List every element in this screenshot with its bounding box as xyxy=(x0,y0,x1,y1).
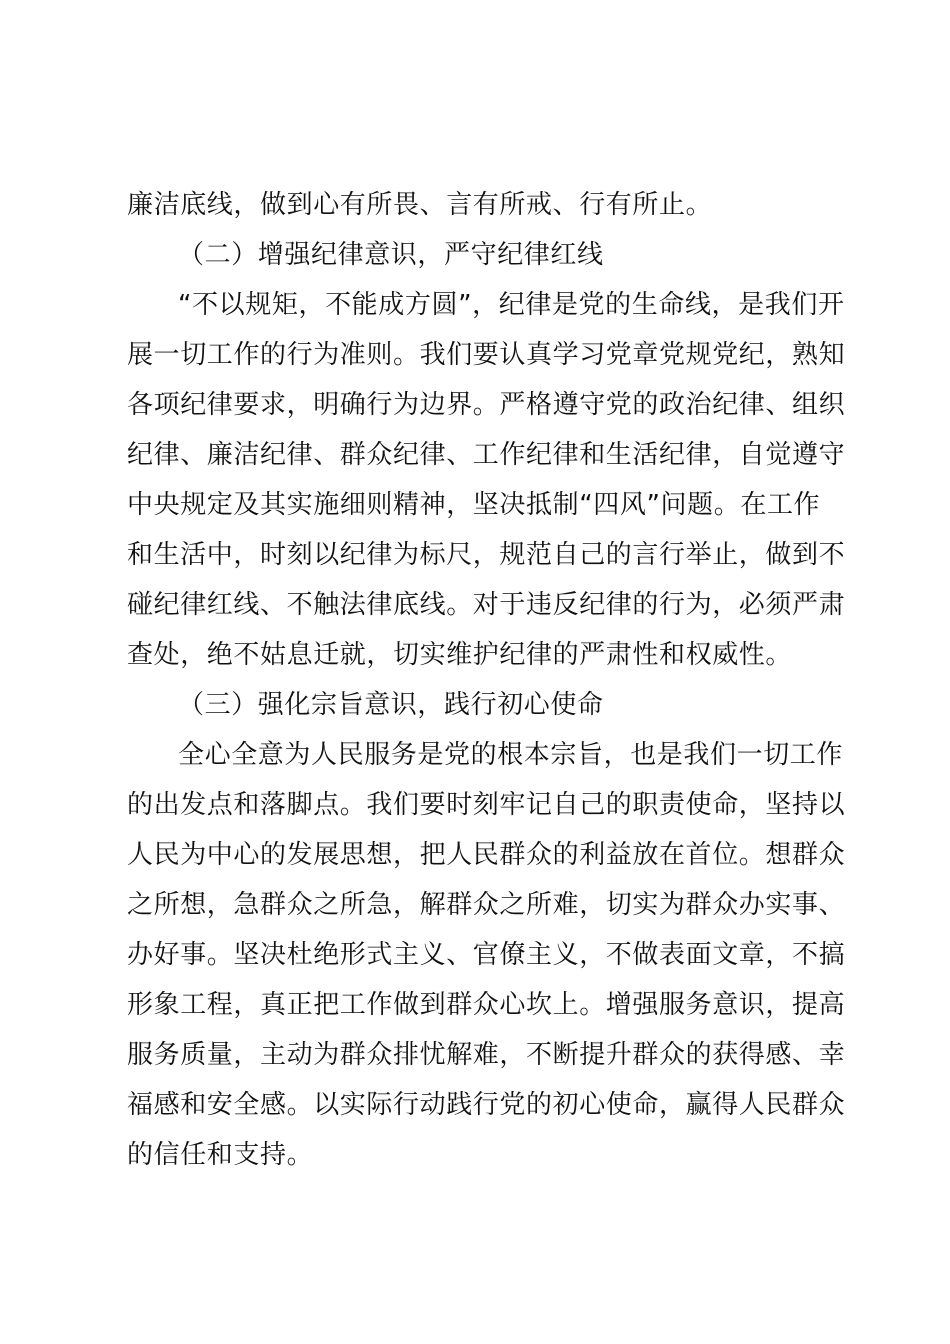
paragraph-line: 查处，绝不姑息迁就，切实维护纪律的严肃性和权威性。 xyxy=(127,640,793,670)
paragraph-line: 之所想，急群众之所急，解群众之所难，切实为群众办实事、 xyxy=(127,890,846,920)
section-heading-3: （三）强化宗旨意识，践行初心使命 xyxy=(178,690,604,720)
paragraph-line: 的信任和支持。 xyxy=(127,1140,314,1170)
paragraph-line: 中央规定及其实施细则精神，坚决抵制“四风”问题。在工作 xyxy=(127,490,821,520)
paragraph-line: 服务质量，主动为群众排忧解难，不断提升群众的获得感、幸 xyxy=(127,1040,846,1070)
paragraph-line: 展一切工作的行为准则。我们要认真学习党章党规党纪，熟知 xyxy=(127,340,846,370)
section-heading-2: （二）增强纪律意识，严守纪律红线 xyxy=(178,240,604,270)
paragraph-line: 的出发点和落脚点。我们要时刻牢记自己的职责使命，坚持以 xyxy=(127,790,846,820)
paragraph-line: 福感和安全感。以实际行动践行党的初心使命，赢得人民群众 xyxy=(127,1090,846,1120)
paragraph-line: 廉洁底线，做到心有所畏、言有所戒、行有所止。 xyxy=(127,190,713,220)
paragraph-line: “不以规矩，不能成方圆”，纪律是党的生命线，是我们开 xyxy=(178,290,845,320)
paragraph-line: 人民为中心的发展思想，把人民群众的利益放在首位。想群众 xyxy=(127,840,846,870)
paragraph-line: 纪律、廉洁纪律、群众纪律、工作纪律和生活纪律，自觉遵守 xyxy=(127,440,846,470)
paragraph-line: 各项纪律要求，明确行为边界。严格遵守党的政治纪律、组织 xyxy=(127,390,846,420)
paragraph-line: 和生活中，时刻以纪律为标尺，规范自己的言行举止，做到不 xyxy=(127,540,846,570)
paragraph-line: 碰纪律红线、不触法律底线。对于违反纪律的行为，必须严肃 xyxy=(127,590,846,620)
paragraph-line: 办好事。坚决杜绝形式主义、官僚主义，不做表面文章，不搞 xyxy=(127,940,846,970)
paragraph-line: 全心全意为人民服务是党的根本宗旨，也是我们一切工作 xyxy=(178,740,844,770)
paragraph-line: 形象工程，真正把工作做到群众心坎上。增强服务意识，提高 xyxy=(127,990,846,1020)
